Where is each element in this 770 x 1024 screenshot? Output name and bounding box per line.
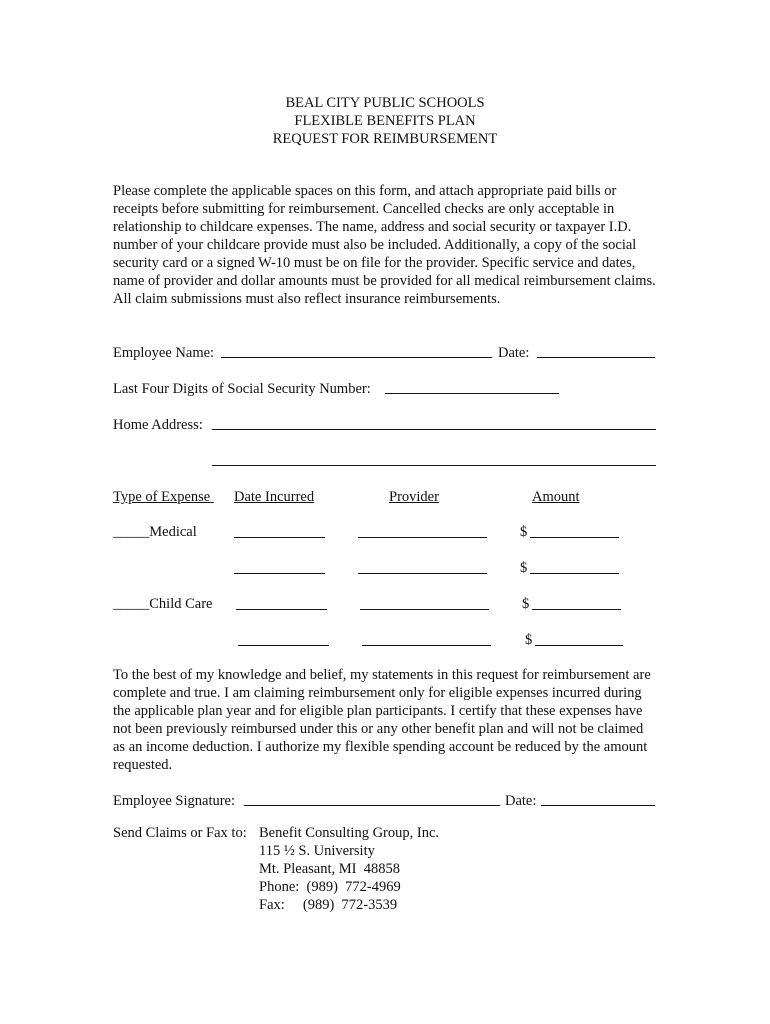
date-field[interactable] — [537, 357, 655, 358]
send-claims-label: Send Claims or Fax to: — [113, 825, 247, 841]
child-care-provider-field-1[interactable] — [360, 609, 489, 610]
medical-provider-field-1[interactable] — [358, 537, 487, 538]
medical-amount-field-1[interactable] — [530, 537, 619, 538]
school-name: BEAL CITY PUBLIC SCHOOLS — [285, 95, 485, 111]
header-type-of-expense: Type of Expense — [113, 489, 211, 505]
medical-amount-currency-1: $ — [520, 524, 528, 540]
ssn-field[interactable] — [385, 393, 559, 394]
instructions-paragraph: Please complete the applicable spaces on this form, and attach appropriate paid bills or receipts before submitting for reimbursement. Cancelled checks are only acceptable in relationship to childcare expenses. The name, address and social security or taxpayer I.D. number of your childcare provide must also be included. Additionally, a copy of the social security card or a signed W-10 must be on file for the provider. Specific service and dates, name of provider and dollar amounts must be provided for all medical reimbursement claims. All claim submissions must also reflect insurance reimbursements. — [113, 183, 656, 307]
medical-provider-field-2[interactable] — [358, 573, 487, 574]
medical-checkbox-label[interactable]: _____Medical — [113, 524, 197, 540]
header-amount: Amount — [532, 489, 580, 505]
medical-date-field-2[interactable] — [234, 573, 325, 574]
city-state-zip: Mt. Pleasant, MI 48858 — [259, 861, 400, 877]
medical-amount-field-2[interactable] — [530, 573, 619, 574]
signature-date-field[interactable] — [541, 805, 655, 806]
medical-date-field-1[interactable] — [234, 537, 325, 538]
ssn-label: Last Four Digits of Social Security Number: — [113, 381, 371, 397]
form-title: REQUEST FOR REIMBURSEMENT — [272, 131, 498, 147]
date-label: Date: — [498, 345, 530, 361]
child-care-amount-currency-1: $ — [522, 596, 530, 612]
form-header — [0, 94, 770, 148]
child-care-provider-field-2[interactable] — [362, 645, 491, 646]
child-care-checkbox-label[interactable]: _____Child Care — [113, 596, 213, 612]
phone-number: Phone: (989) 772-4969 — [259, 879, 401, 895]
home-address-field-line1[interactable] — [212, 429, 656, 430]
header-date-incurred: Date Incurred — [234, 489, 315, 505]
certification-paragraph: To the best of my knowledge and belief, my statements in this request for reimbursement are complete and true. I am claiming reimbursement only for eligible expenses incurred during the applicable plan year and for eligible plan participants. I certify that these expenses have not been previously reimbursed under this or any other benefit plan and will not be claimed as an income deduction. I authorize my flexible spending account be reduced by the amount requested. — [113, 667, 651, 773]
medical-amount-currency-2: $ — [520, 560, 528, 576]
child-care-date-field-2[interactable] — [238, 645, 329, 646]
company-name: Benefit Consulting Group, Inc. — [259, 825, 440, 841]
child-care-date-field-1[interactable] — [236, 609, 327, 610]
header-provider: Provider — [389, 489, 439, 505]
home-address-label: Home Address: — [113, 417, 203, 433]
plan-name: FLEXIBLE BENEFITS PLAN — [294, 113, 476, 129]
signature-date-label: Date: — [505, 793, 537, 809]
employee-name-label: Employee Name: — [113, 345, 215, 361]
employee-name-field[interactable] — [221, 357, 492, 358]
child-care-amount-currency-2: $ — [525, 632, 533, 648]
street-address: 115 ½ S. University — [259, 843, 375, 859]
child-care-amount-field-2[interactable] — [535, 645, 623, 646]
signature-label: Employee Signature: — [113, 793, 236, 809]
fax-number: Fax: (989) 772-3539 — [259, 897, 398, 913]
signature-field[interactable] — [244, 805, 500, 806]
child-care-amount-field-1[interactable] — [532, 609, 621, 610]
mailing-address — [259, 824, 439, 914]
home-address-field-line2[interactable] — [212, 465, 656, 466]
